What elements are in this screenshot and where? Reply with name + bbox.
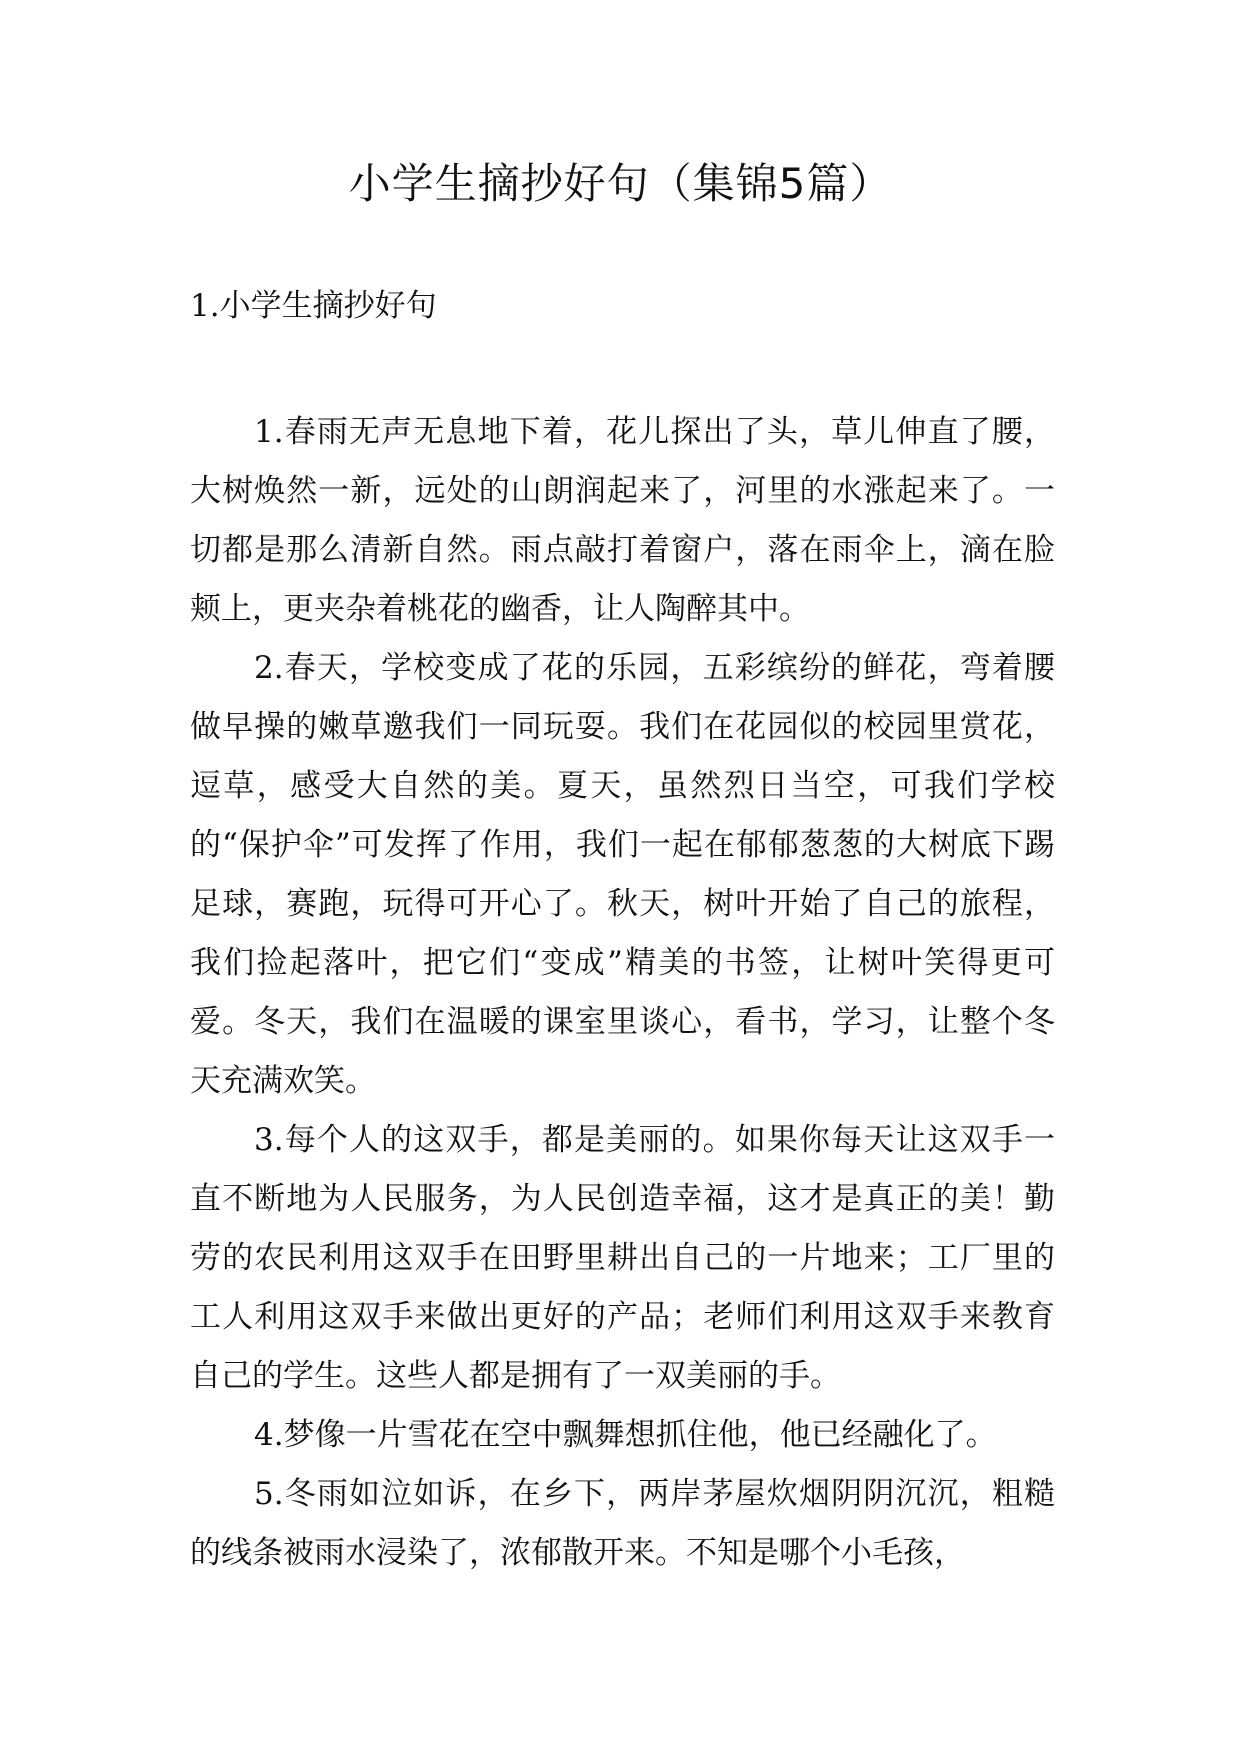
paragraph-2: 2.春天，学校变成了花的乐园，五彩缤纷的鲜花，弯着腰做早操的嫩草邀我们一同玩耍。我们在花园似的校园里赏花，逗草，感受大自然的美。夏天，虽然烈日当空，可我们学校的“保护伞”可发挥了作用，我们一起在郁郁葱葱的大树底下踢足球，赛跑，玩得可开心了。秋天，树叶开始了自己的旅程，我们捡起落叶，把它们“变成”精美的书签，让树叶笑得更可爱。冬天，我们在温暖的课室里谈心，看书，学习，让整个冬天充满欢笑。 — [190, 650, 1055, 1099]
document-title: 小学生摘抄好句（集锦5篇） — [348, 159, 893, 208]
paragraph-3: 3.每个人的这双手，都是美丽的。如果你每天让这双手一直不断地为人民服务，为人民创造幸福，这才是真正的美！勤劳的农民利用这双手在田野里耕出自己的一片地来；工厂里的工人利用这双手来做出更好的产品；老师们利用这双手来教育自己的学生。这些人都是拥有了一双美丽的手。 — [190, 1122, 1055, 1394]
paragraph-4: 4.梦像一片雪花在空中飘舞想抓住他，他已经融化了。 — [254, 1417, 997, 1453]
paragraph-5: 5.冬雨如泣如诉，在乡下，两岸茅屋炊烟阴阴沉沉，粗糙的线条被雨水浸染了，浓郁散开来。不知是哪个小毛孩， — [190, 1476, 1055, 1571]
paragraph-1: 1.春雨无声无息地下着，花儿探出了头，草儿伸直了腰，大树焕然一新，远处的山朗润起来了，河里的水涨起来了。一切都是那么清新自然。雨点敲打着窗户，落在雨伞上，滴在脸颊上，更夹杂着桃花的幽香，让人陶醉其中。 — [190, 414, 1055, 627]
section-heading: 1.小学生摘抄好句 — [190, 288, 437, 324]
document-body — [190, 403, 1055, 1583]
